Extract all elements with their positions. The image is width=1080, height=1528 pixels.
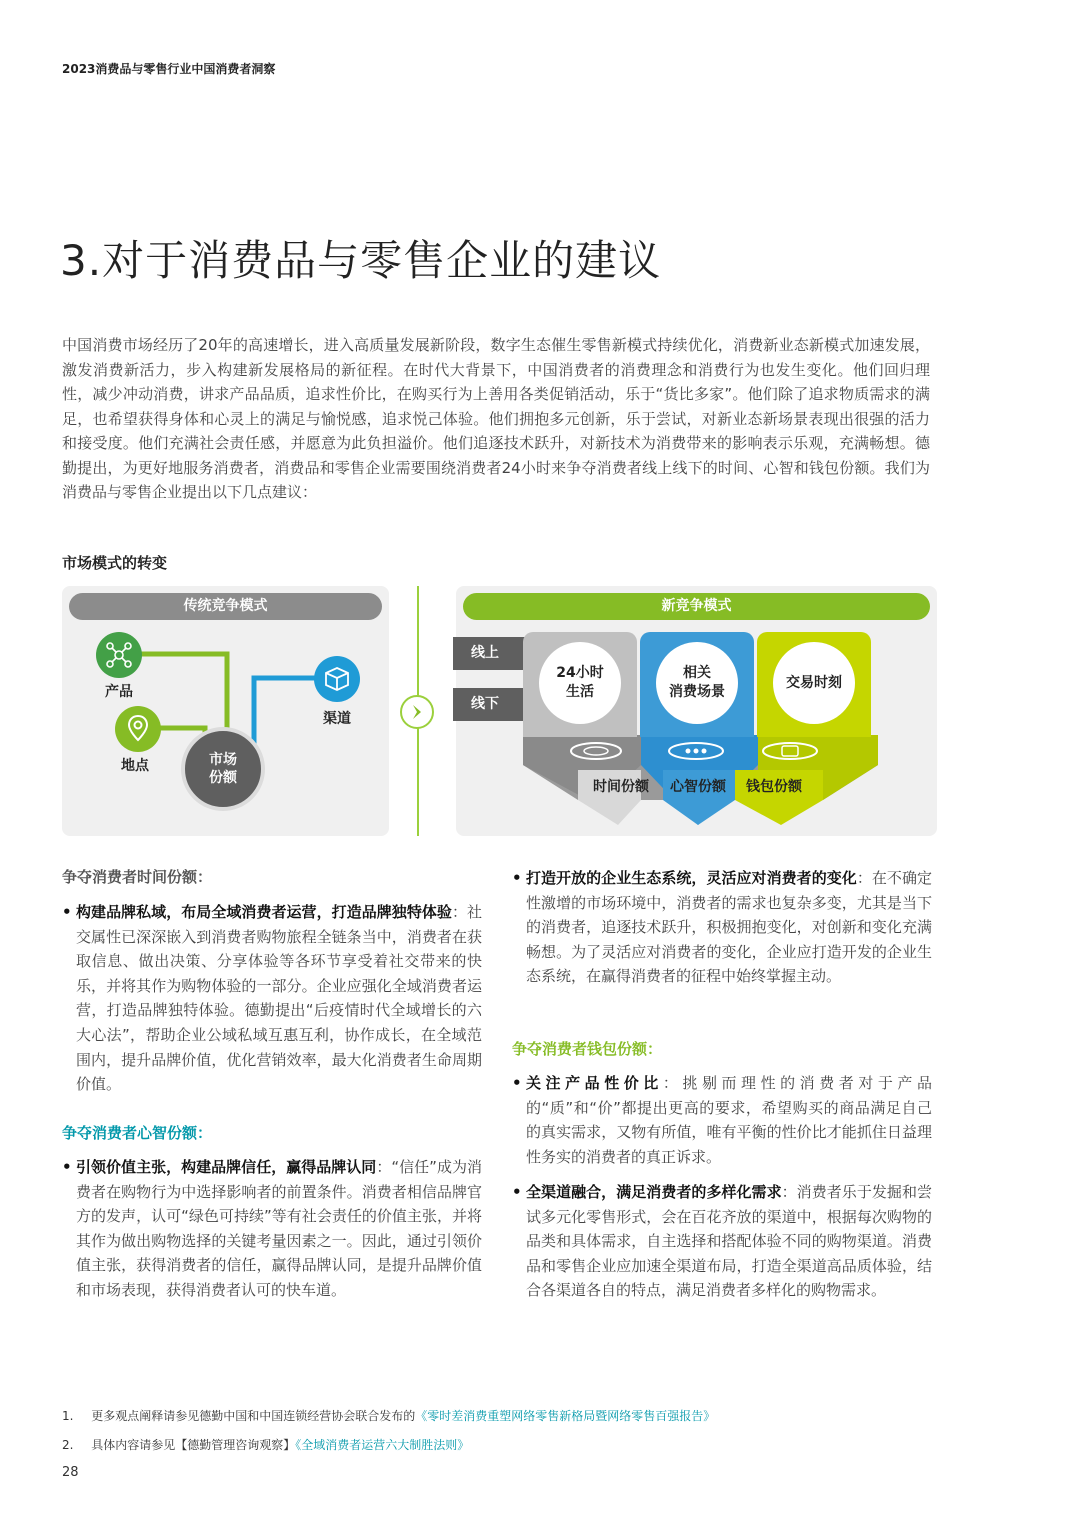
wallet-share-label: 钱包份额 [746, 779, 802, 795]
circle-consumption-scenario: 相关 消费场景 [656, 642, 738, 724]
intro-paragraph: 中国消费市场经历了20年的高速增长，进入高质量发展新阶段，数字生态催生零售新模式持续优化，消费新业态新模式加速发展，激发消费新活力，步入构建新发展格局的新征程。在时代大背景下，中国消费者的消费理念和消费行为也发生变化。他们回归理性，减少冲动消费，讲求产品品质，追求性价比，在购买行为上善用各类促销活动，乐于“货比多家”。他们除了追求物质需求的满足，也希望获得身体和心灵上的满足与愉悦感，追求悦己体验。他们拥抱多元创新，乐于尝试，对新业态新场景表现出很强的活力和接受度。他们充满社会责任感，并愿意为此负担溢价。他们追逐技术跃升，对新技术为消费带来的影响表示乐观，充满畅想。德勤提出，为更好地服务消费者，消费品和零售企业需要围绕消费者24小时来争夺消费者线上线下的时间、心智和钱包份额。我们为消费品与零售企业提出以下几点建议： [62, 336, 930, 501]
market-share-label: 市场 份额 [209, 752, 237, 786]
footnote-2 [62, 1436, 962, 1453]
channel-label: 渠道 [323, 711, 351, 727]
package-icon [323, 665, 351, 693]
time-icon [568, 741, 624, 761]
footnote-1 [62, 1407, 962, 1424]
network-icon [104, 640, 134, 670]
page-title: 3.对于消费品与零售企业的建议 [60, 236, 662, 285]
footnote-number: 1. [62, 1409, 74, 1423]
location-label: 地点 [121, 758, 149, 774]
time-share-heading: 争夺消费者时间份额： [62, 868, 213, 886]
bullet-title: 全渠道融合，满足消费者的多样化需求 [526, 1183, 782, 1201]
bullet-body: ：挑剔而理性的消费者对于产品的“质”和“价”都提出更高的要求，希望购买的商品满足自己的真实需求，又物有所值，唯有平衡的性价比才能抓住日益理性务实的消费者的真正诉求。 [526, 1074, 932, 1166]
bullet-omnichannel [512, 1180, 932, 1303]
bullet-title: 关注产品性价比 [526, 1074, 663, 1092]
offline-tab: 线下 [453, 688, 541, 721]
product-label: 产品 [105, 684, 133, 700]
new-model-title: 新竞争模式 [463, 593, 930, 620]
footnote-text: 更多观点阐释请参见德勤中国和中国连锁经营协会联合发布的 [91, 1409, 416, 1423]
bullet-open-ecosystem [512, 866, 932, 989]
footnote-text: 具体内容请参见【德勤管理咨询观察】 [91, 1438, 296, 1452]
time-share-label: 时间份额 [593, 779, 649, 795]
traditional-model-title: 传统竞争模式 [69, 593, 382, 620]
bullet-cost-performance [512, 1071, 932, 1169]
wallet-share-heading: 争夺消费者钱包份额： [512, 1040, 663, 1058]
bullet-body: ：社交属性已深深嵌入到消费者购物旅程全链条当中，消费者在获取信息、做出决策、分享体验等各环节享受着社交带来的快乐，并将其作为购物体验的一部分。企业应强化全域消费者运营，打造品牌独特体验。德勤提出“后疫情时代全域增长的六大心法”，帮助企业公域私域互惠互利，协作成长，在全域范围内，提升品牌价值，优化营销效率，最大化消费者生命周期价值。 [76, 903, 482, 1094]
bullet-value-proposition [62, 1155, 482, 1303]
bullet-title: 构建品牌私域，布局全域消费者运营，打造品牌独特体验 [76, 903, 452, 921]
footnote-link[interactable]: 《零时差消费重塑网络零售新格局暨网络零售百强报告》 [415, 1409, 716, 1423]
wallet-icon [760, 741, 820, 761]
page-number: 28 [62, 1465, 79, 1480]
bullet-brand-private-domain [62, 900, 482, 1097]
location-pin-icon [124, 713, 152, 745]
report-header: 2023消费品与零售行业中国消费者洞察 [62, 62, 276, 76]
online-tab: 线上 [453, 637, 541, 670]
bullet-dot: • [512, 1074, 522, 1092]
mind-icon [666, 741, 726, 761]
bullet-body: ：“信任”成为消费者在购物行为中选择影响者的前置条件。消费者相信品牌官方的发声，认可“绿色可持续”等有社会责任的价值主张，并将其作为做出购物选择的关键考量因素之一。因此，通过引领价值主张，获得消费者的信任，赢得品牌认同，是提升品牌价值和市场表现，获得消费者认可的快车道。 [76, 1158, 482, 1299]
chevron-right-icon [408, 703, 426, 721]
bullet-body: ：在不确定性激增的市场环境中，消费者的需求也复杂多变，尤其是当下的消费者，追逐技术跃升，积极拥抱变化，对创新和变化充满畅想。为了灵活应对消费者的变化，企业应打造开发的企业生态系统，在赢得消费者的征程中始终掌握主动。 [526, 869, 932, 986]
diagram-section-title: 市场模式的转变 [62, 554, 168, 572]
bullet-title: 引领价值主张，构建品牌信任，赢得品牌认同 [76, 1158, 377, 1176]
footnote-number: 2. [62, 1438, 74, 1452]
circle-24h-life: 24小时 生活 [539, 642, 621, 724]
bullet-dot: • [512, 869, 522, 887]
bullet-body: ：消费者乐于发掘和尝试多元化零售形式，会在百花齐放的渠道中，根据每次购物的品类和具体需求，自主选择和搭配体验不同的购物渠道。消费品和零售企业应加速全渠道布局，打造全渠道高品质体验，结合各渠道各自的特点，满足消费者多样化的购物需求。 [526, 1183, 932, 1300]
bullet-dot: • [62, 1158, 72, 1176]
mind-share-heading: 争夺消费者心智份额： [62, 1124, 213, 1142]
bullet-dot: • [512, 1183, 522, 1201]
bullet-dot: • [62, 903, 72, 921]
circle-transaction-moment: 交易时刻 [773, 642, 855, 724]
mind-share-label: 心智份额 [670, 779, 726, 795]
bullet-title: 打造开放的企业生态系统，灵活应对消费者的变化 [526, 869, 857, 887]
footnote-link[interactable]: 《全域消费者运营六大制胜法则》 [295, 1438, 470, 1452]
